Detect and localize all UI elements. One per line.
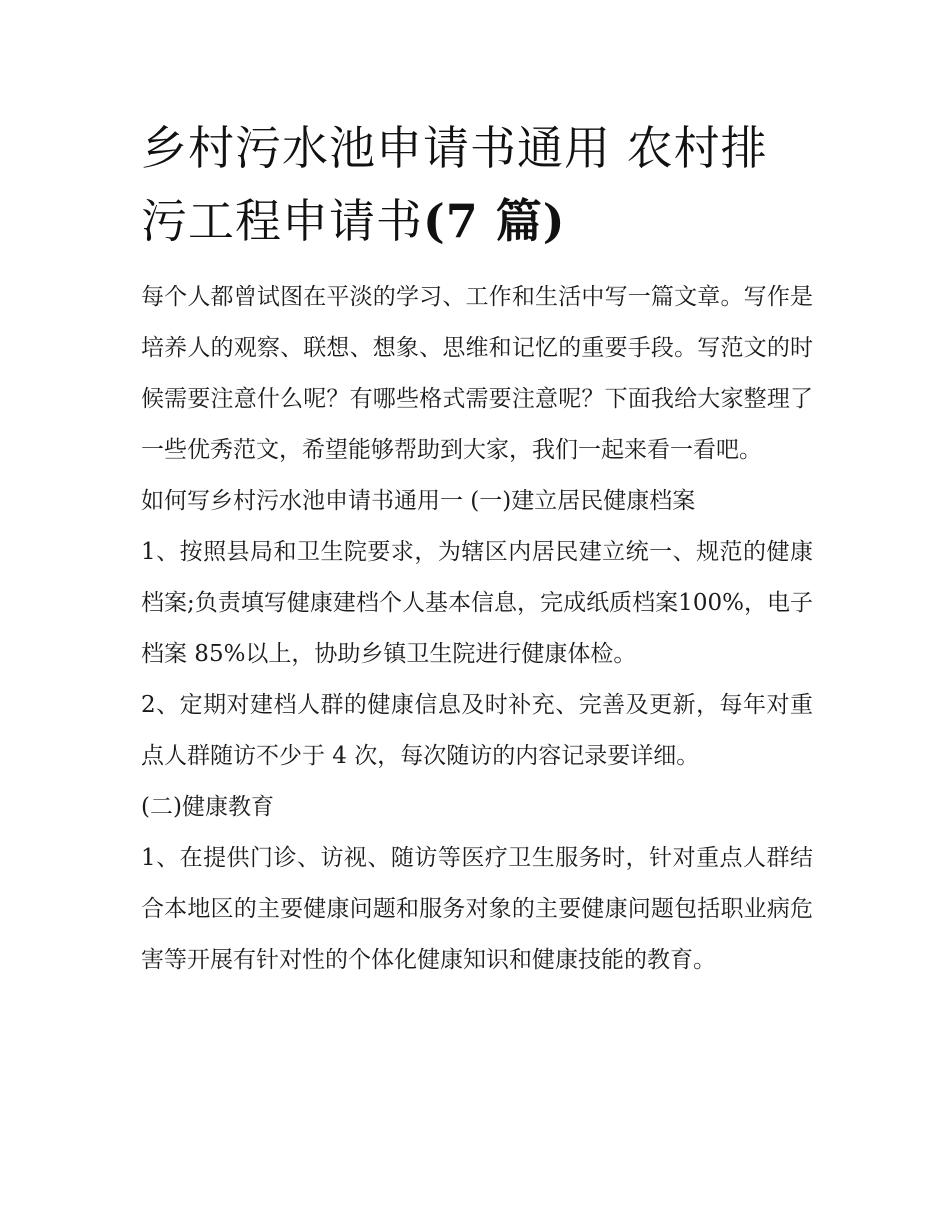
title-text: 乡村污水池申请书通用 农村排污工程申请书 <box>141 121 768 248</box>
document-body <box>141 272 813 986</box>
document-title <box>141 112 813 258</box>
archive-item-1: 1、按照县局和卫生院要求，为辖区内居民建立统一、规范的健康档案;负责填写健康建档个人基本信息，完成纸质档案100%，电子档案 85%以上，协助乡镇卫生院进行健康体检。 <box>141 539 813 667</box>
archive-item-2: 2、定期对建档人群的健康信息及时补充、完善及更新，每年对重点人群随访不少于 4 次，每次随访的内容记录要详细。 <box>141 692 813 769</box>
education-item-1: 1、在提供门诊、访视、随访等医疗卫生服务时，针对重点人群结合本地区的主要健康问题和服务对象的主要健康问题包括职业病危害等开展有针对性的个体化健康知识和健康技能的教育。 <box>141 845 813 973</box>
document-content <box>141 112 813 986</box>
intro-paragraph: 每个人都曾试图在平淡的学习、工作和生活中写一篇文章。写作是培养人的观察、联想、想象、思维和记忆的重要手段。写范文的时候需要注意什么呢？有哪些格式需要注意呢？下面我给大家整理了一些优秀范文，希望能够帮助到大家，我们一起来看一看吧。 <box>141 284 813 463</box>
section-heading-education: (二)健康教育 <box>141 794 274 820</box>
title-count: (7 篇) <box>423 194 566 248</box>
section-heading-archive: 如何写乡村污水池申请书通用一 (一)建立居民健康档案 <box>141 488 696 514</box>
